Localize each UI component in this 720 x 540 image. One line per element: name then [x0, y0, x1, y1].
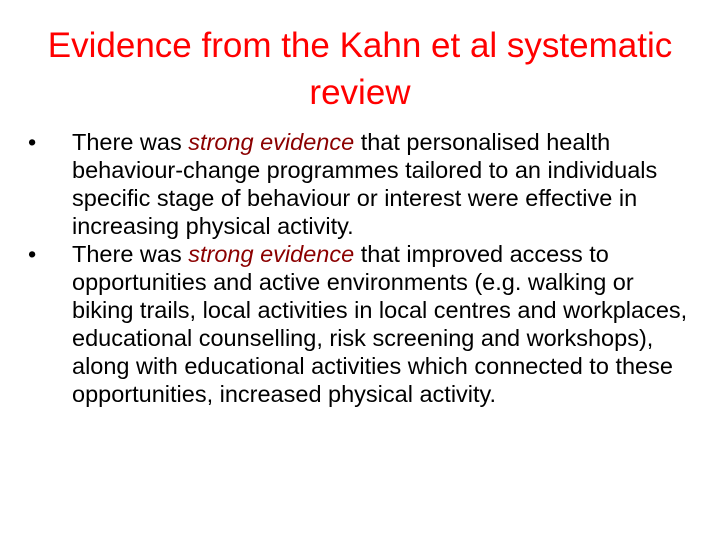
- bullet-lead-text: There was: [72, 241, 189, 267]
- slide-title: Evidence from the Kahn et al systematic review: [47, 26, 673, 112]
- bullet-marker: •: [28, 129, 37, 155]
- bullet-item-2: [28, 240, 688, 408]
- bullet-marker: •: [28, 241, 37, 267]
- bullet-emphasis: strong evidence: [188, 129, 355, 155]
- bullet-lead-text: There was: [72, 129, 189, 155]
- bullet-body-text: that personalised health behaviour-change programmes tailored to an individuals specific stage of behaviour or interest were effective in increasing physical activity.: [72, 129, 658, 239]
- bullet-body-text: that improved access to opportunities and active environments (e.g. walking or biking trails, local activities in local centres and workplaces, educational counselling, risk screening and workshops), along with educational activities which connected to these opportunities, increased physical activity.: [72, 241, 688, 407]
- bullet-item-1: [28, 128, 688, 240]
- bullet-list: [28, 128, 688, 408]
- bullet-emphasis: strong evidence: [188, 241, 355, 267]
